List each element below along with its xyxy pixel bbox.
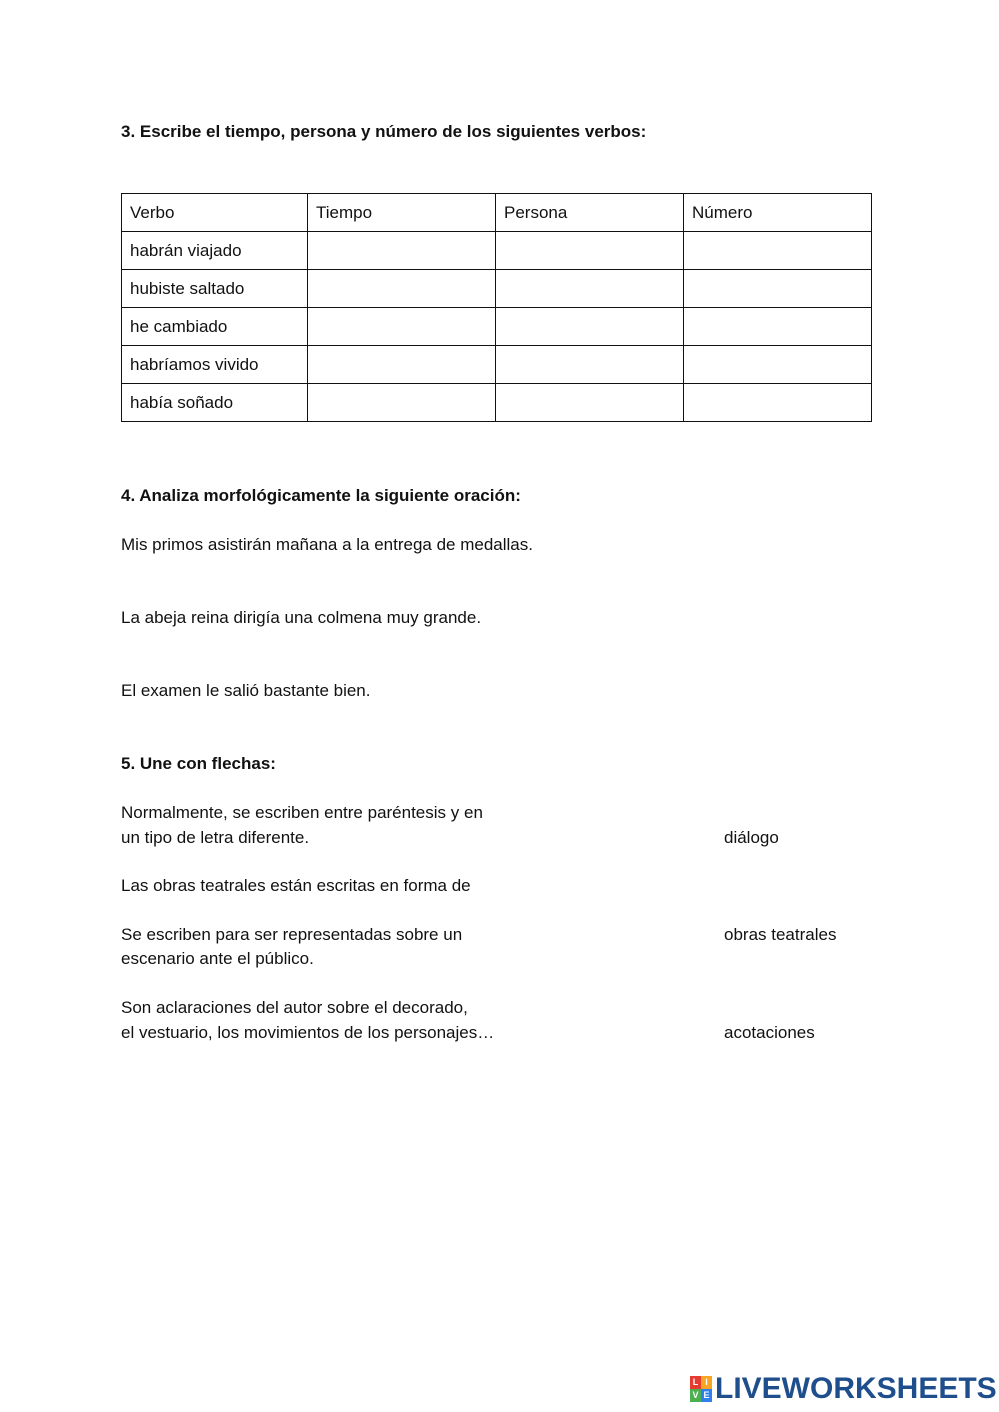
table-header-row <box>122 194 872 232</box>
liveworksheets-logo <box>690 1371 997 1407</box>
sentence-3: El examen le salió bastante bien. <box>121 681 371 700</box>
tiempo-answer-cell[interactable] <box>308 346 496 384</box>
header-tiempo: Tiempo <box>308 194 496 232</box>
persona-answer-cell[interactable] <box>496 308 684 346</box>
logo-letter-v: V <box>690 1389 701 1402</box>
header-verbo: Verbo <box>122 194 308 232</box>
section-5-title: 5. Une con flechas: <box>121 754 276 773</box>
numero-answer-cell[interactable] <box>684 346 872 384</box>
verb-cell: habríamos vivido <box>122 346 308 384</box>
section-3-title: 3. Escribe el tiempo, persona y número de los siguientes verbos: <box>121 122 647 141</box>
match-left-1-line-2[interactable]: un tipo de letra diferente. <box>121 828 310 847</box>
header-persona: Persona <box>496 194 684 232</box>
numero-answer-cell[interactable] <box>684 308 872 346</box>
verb-cell: he cambiado <box>122 308 308 346</box>
tiempo-answer-cell[interactable] <box>308 232 496 270</box>
table-row <box>122 384 872 422</box>
match-left-3-line-2[interactable]: escenario ante el público. <box>121 949 314 968</box>
sentence-1: Mis primos asistirán mañana a la entrega de medallas. <box>121 535 533 554</box>
match-right-acotaciones[interactable]: acotaciones <box>724 1023 815 1042</box>
table-row <box>122 270 872 308</box>
logo-letter-i: I <box>701 1376 712 1389</box>
verb-cell: hubiste saltado <box>122 270 308 308</box>
persona-answer-cell[interactable] <box>496 270 684 308</box>
match-left-3-line-1[interactable]: Se escriben para ser representadas sobre un <box>121 925 463 944</box>
table-row <box>122 308 872 346</box>
sentence-2: La abeja reina dirigía una colmena muy grande. <box>121 608 482 627</box>
match-right-dialogo[interactable]: diálogo <box>724 828 779 847</box>
verb-cell: había soñado <box>122 384 308 422</box>
match-left-4-line-2[interactable]: el vestuario, los movimientos de los personajes… <box>121 1023 495 1042</box>
logo-text: LIVEWORKSHEETS <box>715 1372 997 1405</box>
verb-table <box>121 193 872 422</box>
persona-answer-cell[interactable] <box>496 346 684 384</box>
table-row <box>122 232 872 270</box>
tiempo-answer-cell[interactable] <box>308 384 496 422</box>
persona-answer-cell[interactable] <box>496 384 684 422</box>
numero-answer-cell[interactable] <box>684 270 872 308</box>
numero-answer-cell[interactable] <box>684 232 872 270</box>
numero-answer-cell[interactable] <box>684 384 872 422</box>
section-4-title: 4. Analiza morfológicamente la siguiente oración: <box>121 486 521 505</box>
match-left-1-line-1[interactable]: Normalmente, se escriben entre paréntesis y en <box>121 803 483 822</box>
logo-letter-l: L <box>690 1376 701 1389</box>
header-numero: Número <box>684 194 872 232</box>
persona-answer-cell[interactable] <box>496 232 684 270</box>
tiempo-answer-cell[interactable] <box>308 270 496 308</box>
match-right-obras-teatrales[interactable]: obras teatrales <box>724 925 837 944</box>
match-left-2[interactable]: Las obras teatrales están escritas en forma de <box>121 876 471 895</box>
logo-mark-icon <box>690 1376 712 1402</box>
logo-letter-e: E <box>701 1389 712 1402</box>
verb-cell: habrán viajado <box>122 232 308 270</box>
match-left-4-line-1[interactable]: Son aclaraciones del autor sobre el decorado, <box>121 998 468 1017</box>
tiempo-answer-cell[interactable] <box>308 308 496 346</box>
table-row <box>122 346 872 384</box>
